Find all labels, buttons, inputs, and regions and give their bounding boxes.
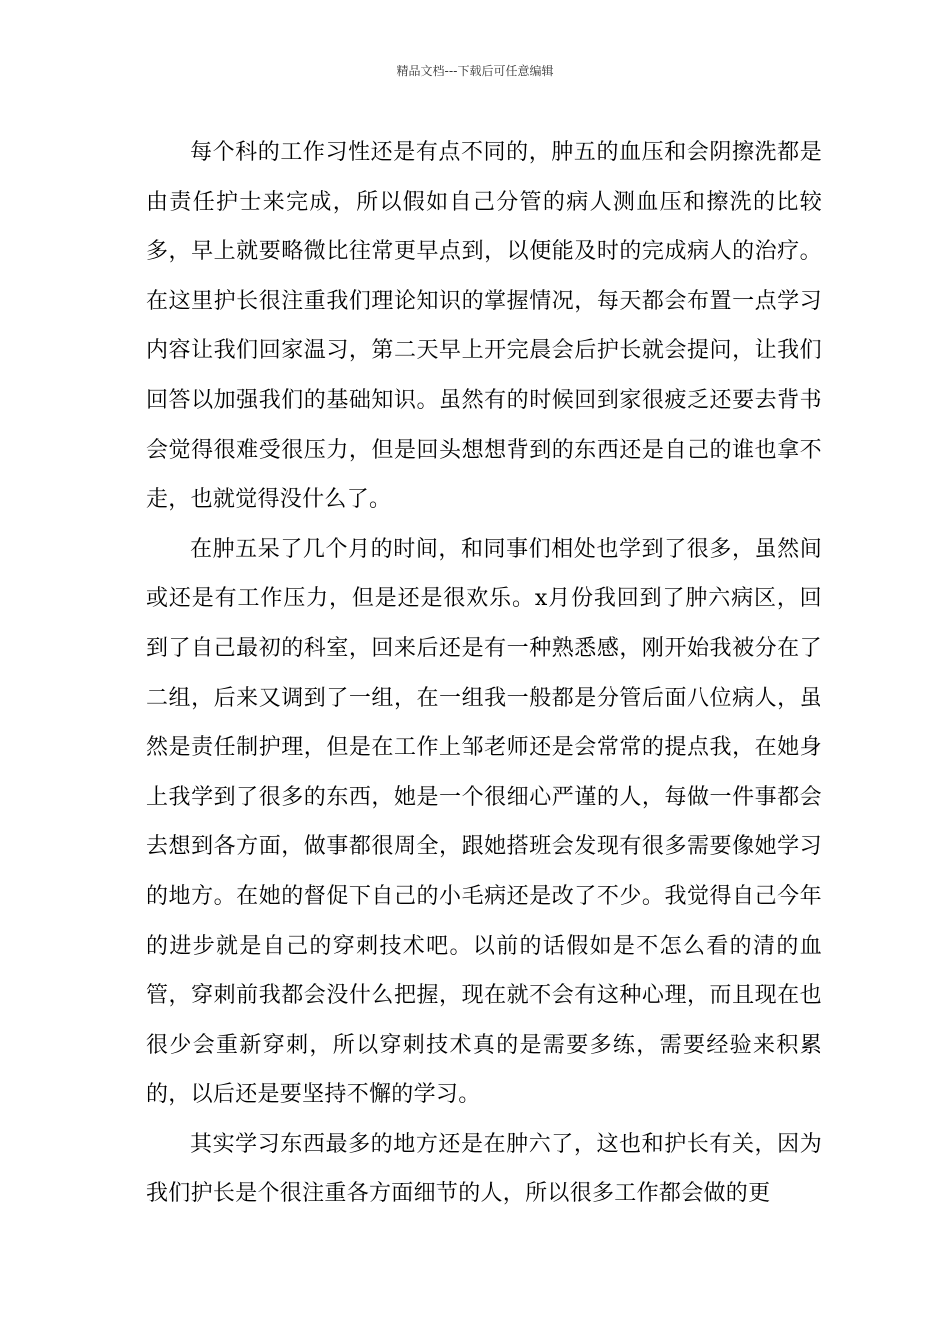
page-header: 精品文档---下载后可任意编辑 [396,64,554,78]
paragraph-1: 每个科的工作习性还是有点不同的，肿五的血压和会阴擦洗都是由责任护士来完成，所以假如自己分管的病人测血压和擦洗的比较多，早上就要略微比往常更早点到，以便能及时的完成病人的治疗。在这里护长很注重我们理论知识的掌握情况，每天都会布置一点学习内容让我们回家温习，第二天早上开完晨会后护长就会提问，让我们回答以加强我们的基础知识。虽然有的时候回到家很疲乏还要去背书会觉得很难受很压力，但是回头想想背到的东西还是自己的谁也拿不走，也就觉得没什么了。 [146,140,822,513]
paragraph-3: 其实学习东西最多的地方还是在肿六了，这也和护长有关，因为我们护长是个很注重各方面细节的人，所以很多工作都会做的更 [146,1131,822,1207]
document-body [146,128,822,1219]
paragraph-2: 在肿五呆了几个月的时间，和同事们相处也学到了很多，虽然间或还是有工作压力，但是还是很欢乐。x月份我回到了肿六病区，回到了自己最初的科室，回来后还是有一种熟悉感，刚开始我被分在了二组，后来又调到了一组，在一组我一般都是分管后面八位病人，虽然是责任制护理，但是在工作上邹老师还是会常常的提点我，在她身上我学到了很多的东西，她是一个很细心严谨的人，每做一件事都会去想到各方面，做事都很周全，跟她搭班会发现有很多需要像她学习的地方。在她的督促下自己的小毛病还是改了不少。我觉得自己今年的进步就是自己的穿刺技术吧。以前的话假如是不怎么看的清的血管，穿刺前我都会没什么把握，现在就不会有这种心理，而且现在也很少会重新穿刺，所以穿刺技术真的是需要多练，需要经验来积累的，以后还是要坚持不懈的学习。 [146,536,822,1108]
